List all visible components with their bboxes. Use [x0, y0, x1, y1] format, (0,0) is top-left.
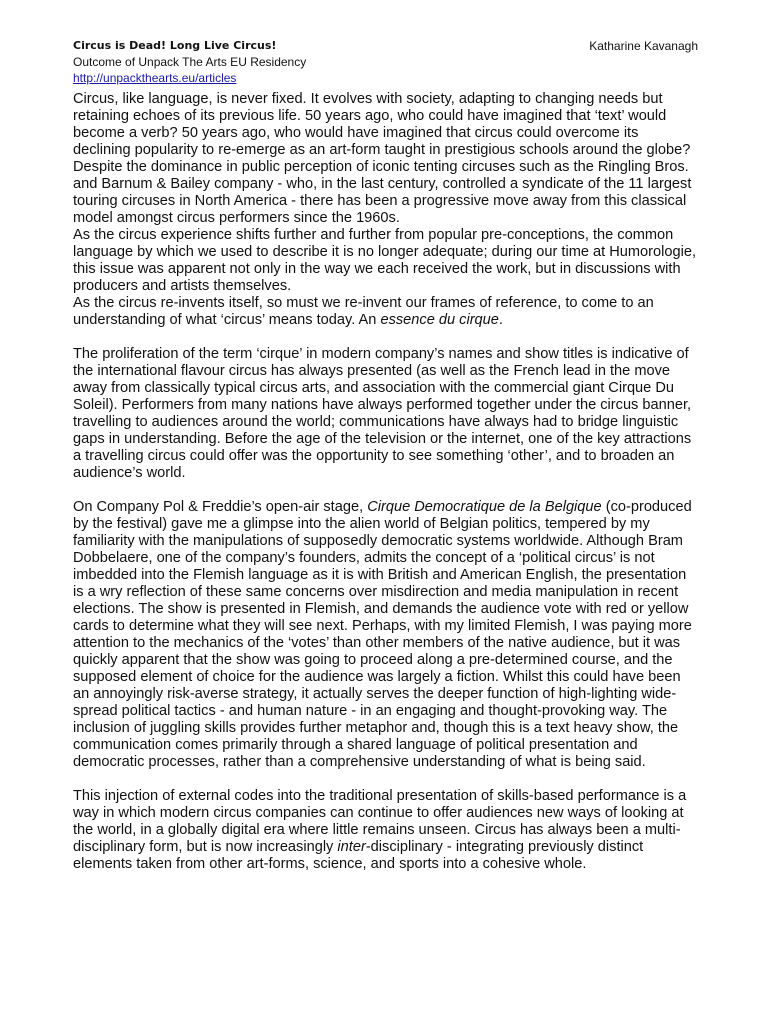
header — [73, 38, 698, 86]
subtitle: Outcome of Unpack The Arts EU Residency — [73, 55, 307, 69]
paragraph-5: The proliferation of the term ‘cirque’ in modern company’s names and show titles is indicative of the international flavour circus has always presented (as well as the French lead in the move away from classically typical circus arts, and association with the commercial giant Cirque Du Soleil). Performers from many nations have always performed together under the circus banner, travelling to audiences around the world; communications have always had to bridge linguistic gaps in understanding. Before the age of the television or the internet, one of the key attractions a travelling circus could offer was the opportunity to see something ‘other’, and to broaden an audience’s world. — [73, 346, 692, 481]
paragraph-3: As the circus experience shifts further and further from popular pre-conceptions, the common language by which we used to describe it is no longer adequate; during our time at Humorologie, this issue was apparent not only in the way we each received the work, but in discussions with producers and artists themselves. — [73, 227, 697, 294]
spacer — [73, 771, 698, 788]
document-page — [73, 38, 698, 873]
paragraph-7-emphasis: inter — [337, 839, 366, 855]
paragraph-6-rest: (co-produced by the festival) gave me a glimpse into the alien world of Belgian politics, tempered by my familiarity with the manipulations of supposedly democratic systems worldwide. Although Bram Dobbelaere, one of the company’s founders, admits the concept of a ‘political circus’ is not imbedded into the Flemish language as it is with British and American English, the presentation is a wry reflection of these same concerns over misdirection and media manipulation in recent elections. The show is presented in Flemish, and demands the audience vote with red or yellow cards to determine what they will see next. Perhaps, with my limited Flemish, I was paying more attention to the mechanics of the ‘votes’ than other members of the native audience, but it was quickly apparent that the show was going to proceed along a pre-determined course, and the supposed element of choice for the audience was largely a fiction. Whilst this could have been an annoyingly risk-averse strategy, it actually serves the deeper function of high-lighting wide-spread political tactics - and human nature - in an engaging and thought-provoking way. The inclusion of juggling skills provides further metaphor and, though this is a text heavy show, the communication comes primarily through a shared language of political presentation and democratic processes, rather than a comprehensive understanding of what is being said. — [73, 499, 692, 770]
paragraph-6-emphasis: Cirque Democratique de la Belgique — [367, 499, 602, 515]
paragraph-4 — [73, 295, 698, 329]
paragraph-7-text: This injection of external codes into the traditional presentation of skills-based performance is a way in which modern circus companies can continue to offer audiences new ways of looking at the world, in a globally digital era where little remains unseen. Circus has always been a multi-disciplinary form, but is now increasingly — [73, 788, 687, 855]
paragraph-7-rest: -disciplinary - integrating previously distinct elements taken from other art-forms, science, and sports into a cohesive whole. — [73, 839, 644, 872]
author-name: Katharine Kavanagh — [589, 39, 698, 53]
spacer — [73, 329, 698, 346]
paragraph-4-end: . — [498, 312, 503, 328]
article-body — [73, 91, 698, 873]
paragraph-2: Despite the dominance in public perception of iconic tenting circuses such as the Ringling Bros. and Barnum & Bailey company - who, in the last century, controlled a syndicate of the 11 largest touring circuses in North America - there has been a progressive move away from this classical model amongst circus performers since the 1960s. — [73, 159, 692, 226]
paragraph-4-emphasis: essence du cirque — [380, 312, 499, 328]
paragraph-1: Circus, like language, is never fixed. It evolves with society, adapting to changing needs but retaining echoes of its previous life. 50 years ago, who could have imagined that ‘text’ would become a verb? 50 years ago, who would have imagined that circus could overcome its declining popularity to re-emerge as an art-form taught in prestigious schools around the globe? — [73, 91, 691, 158]
article-title: Circus is Dead! Long Live Circus! — [73, 39, 277, 52]
paragraph-7 — [73, 788, 698, 873]
paragraph-4-text: As the circus re-invents itself, so must we re-invent our frames of reference, to come to an understanding of what ‘circus’ means today. An — [73, 295, 654, 328]
paragraph-6-text: On Company Pol & Freddie’s open-air stage, — [73, 499, 368, 515]
article-link[interactable]: http://unpackthearts.eu/articles — [73, 71, 237, 85]
paragraph-6 — [73, 499, 698, 771]
spacer — [73, 482, 698, 499]
